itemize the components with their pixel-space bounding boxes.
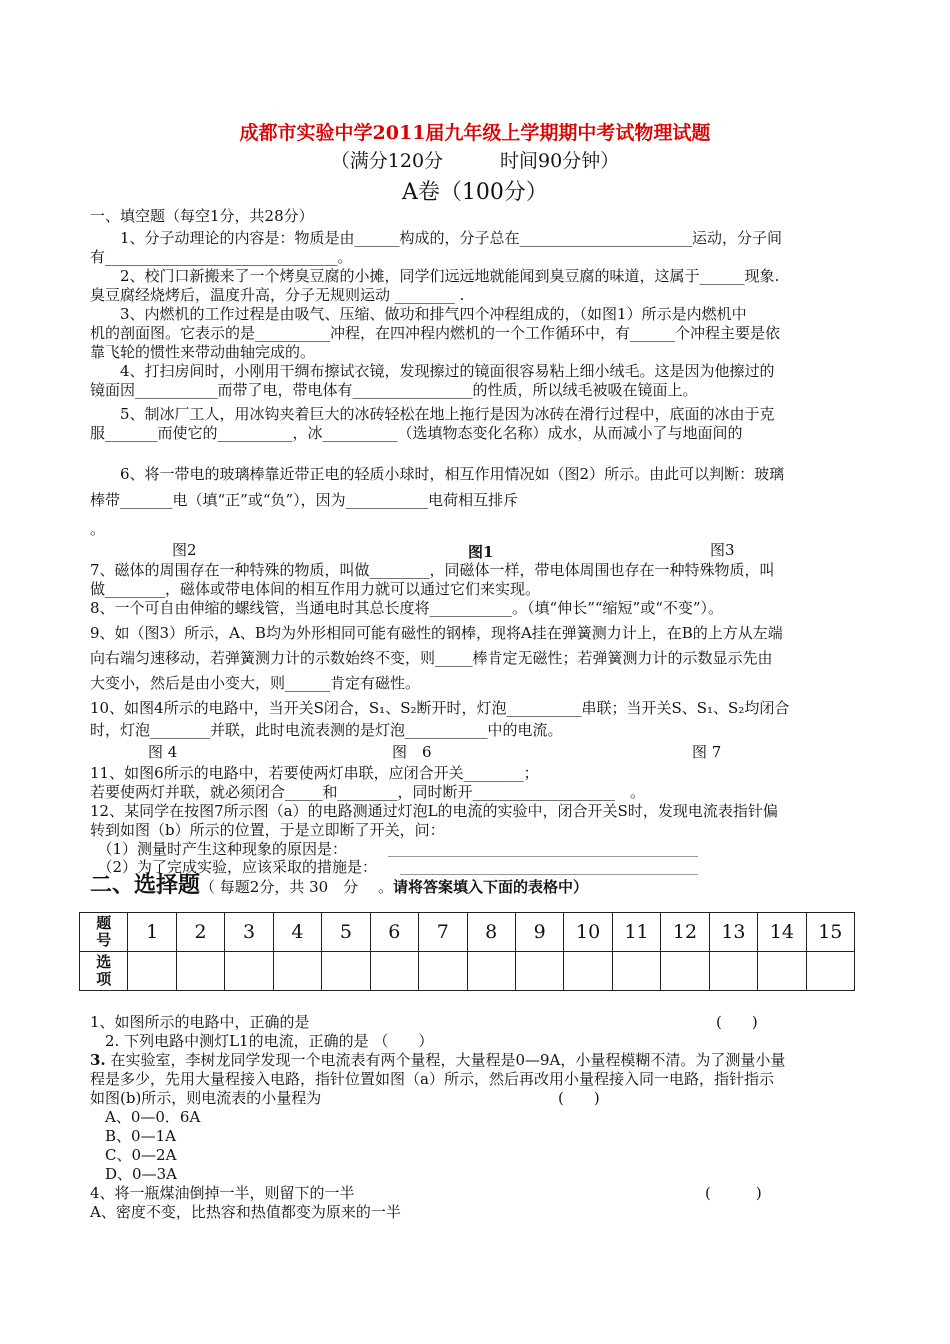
answer-cell[interactable] [758,952,806,991]
q4-line1: 4、打扫房间时，小刚用干绸布擦试衣镜，发现擦过的镜面很容易粘上细小绒毛。这是因为他擦过的 [90,362,775,380]
section2-instruction: 请将答案填入下面的表格中） [392,878,588,896]
mc-q3-number: 3. [90,1051,106,1069]
volume-heading: A卷（100分） [402,180,548,205]
figure-2-label: 图2 [172,541,197,559]
q7-line1: 7、磁体的周围存在一种特殊的物质，叫做________，同磁体一样，带电体周围也存在一种特殊物质，叫 [90,561,775,579]
q3-line3: 靠飞轮的惯性来带动曲轴完成的。 [90,343,316,361]
q5-line2: 服_______而使它的__________，冰__________（选填物态变化名称）成水，从而减小了与地面间的 [90,424,743,442]
figure-1-label: 图1 [468,543,494,561]
answer-table [79,912,855,991]
q12-sub1: （1）测量时产生这种现象的原因是： [90,840,348,858]
table-row [80,952,855,991]
question-number-cell: 4 [273,913,321,952]
exam-title: 成都市实验中学2011届九年级上学期期中考试物理试题 [239,122,711,144]
answer-cell[interactable] [322,952,370,991]
answer-cell[interactable] [612,952,660,991]
mc-q3-text: 在实验室，李树龙同学发现一个电流表有两个量程，大量程是0—9A，小量程模糊不清。为了测量小量 [105,1051,786,1069]
q1-line1: 1、分子动理论的内容是：物质是由______构成的，分子总在_______________________运动，分子间 [90,229,783,247]
q12-line2: 转到如图（b）所示的位置，于是立即断了开关，问： [90,821,445,839]
answer-cell[interactable] [564,952,612,991]
section1-heading: 一、填空题（每空1分，共28分） [90,207,314,225]
question-number-cell: 9 [515,913,563,952]
q6-line2: 棒带_______电（填“正”或“负”），因为___________电荷相互排斥 [90,491,519,509]
question-number-cell: 11 [612,913,660,952]
mc-q3-line2: 程是多少，先用大量程接入电路，指针位置如图（a）所示，然后再改用小量程接入同一电路，指针指示 [90,1070,774,1088]
answer-cell[interactable] [515,952,563,991]
answer-cell[interactable] [128,952,176,991]
answer-cell[interactable] [273,952,321,991]
q2-line1: 2、校门口新搬来了一个烤臭豆腐的小摊，同学们远远地就能闻到臭豆腐的味道，这属于______现象. [90,267,780,285]
mc-q4-paren: ( ) [705,1184,762,1202]
answer-cell[interactable] [225,952,273,991]
table-row [80,913,855,952]
answer-cell[interactable] [661,952,709,991]
q10-line2: 时，灯泡________并联，此时电流表测的是灯泡___________中的电流。 [90,721,563,739]
question-number-cell: 7 [419,913,467,952]
q9-line1: 9、如（图3）所示，A、B均为外形相同可能有磁性的钢棒，现将A挂在弹簧测力计上，在B的上方从左端 [90,624,783,642]
q2-line2: 臭豆腐经烧烤后，温度升高，分子无规则运动 ________ . [90,286,465,304]
q12-line1: 12、某同学在按图7所示图（a）的电路测通过灯泡L的电流的实验中，闭合开关S时，发现电流表指针偏 [90,802,778,820]
answer-cell[interactable] [806,952,854,991]
mc-q3-option-a: A、0—0．6A [90,1108,201,1126]
question-number-cell: 5 [322,913,370,952]
question-number-cell: 13 [709,913,757,952]
q11-line1: 11、如图6所示的电路中，若要使两灯串联，应闭合开关________； [90,764,539,782]
mc-q3-option-b: B、0—1A [90,1127,176,1145]
q1-line2: 有_______________________________。 [90,248,353,266]
q3-line2: 机的剖面图。它表示的是__________冲程，在四冲程内燃机的一个工作循环中，有______个冲程主要是依 [90,324,781,342]
q9-line2: 向右端匀速移动，若弹簧测力计的示数始终不变，则_____棒肯定无磁性；若弹簧测力计的示数显示先由 [90,649,773,667]
mc-q1-paren: ( ) [716,1013,758,1031]
q3-line1: 3、内燃机的工作过程是由吸气、压缩、做功和排气四个冲程组成的，（如图1）所示是内燃机中 [90,305,747,323]
mc-q3-line3: 如图(b)所示，则电流表的小量程为 [90,1089,322,1107]
figure-7-label: 图 7 [692,743,722,761]
mc-q2: 2. 下列电路中测灯L1的电流，正确的是 （ ） [90,1032,434,1050]
question-number-cell: 10 [564,913,612,952]
answer-cell[interactable] [370,952,418,991]
question-number-cell: 1 [128,913,176,952]
q6-line3: 。 [90,520,106,538]
mc-q4: 4、将一瓶煤油倒掉一半，则留下的一半 [90,1184,355,1202]
question-number-cell: 6 [370,913,418,952]
q7-line2: 做________，磁体或带电体间的相互作用力就可以通过它们来实现。 [90,580,541,598]
question-number-cell: 14 [758,913,806,952]
figure-3-label: 图3 [710,541,735,559]
q10-line1: 10、如图4所示的电路中，当开关S闭合，S₁、S₂断开时，灯泡__________串联；当开关S、S₁、S₂均闭合 [90,699,790,717]
q8-line1: 8、一个可自由伸缩的螺线管，当通电时其总长度将___________。（填“伸长”“缩短”或“不变”）。 [90,599,724,617]
figure-6-label: 图 6 [392,743,432,761]
question-number-cell: 3 [225,913,273,952]
mc-q3-option-c: C、0—2A [90,1146,177,1164]
answer-cell[interactable] [419,952,467,991]
mc-q3-paren: ( ) [558,1089,600,1107]
mc-q3-option-d: D、0—3A [90,1165,177,1183]
answer-option-header: 选项 [80,952,128,991]
figure-4-label: 图 4 [148,743,178,761]
question-number-cell: 8 [467,913,515,952]
answer-line [388,856,698,857]
question-number-header: 题号 [80,913,128,952]
question-number-cell: 15 [806,913,854,952]
q5-line1: 5、制冰厂工人，用冰钩夹着巨大的冰砖轻松在地上拖行是因为冰砖在滑行过程中，底面的冰由于克 [90,405,775,423]
answer-cell[interactable] [709,952,757,991]
section2-note: （ 每题2分，共 30 分 。 [200,878,393,896]
question-number-cell: 2 [176,913,224,952]
exam-subtitle: （满分120分 时间90分钟） [330,150,620,172]
question-number-cell: 12 [661,913,709,952]
answer-cell[interactable] [176,952,224,991]
q6-line1: 6、将一带电的玻璃棒靠近带正电的轻质小球时，相互作用情况如（图2）所示。由此可以判断：玻璃 [90,465,785,483]
mc-q4-option-a: A、密度不变，比热容和热值都变为原来的一半 [90,1203,401,1221]
q9-line3: 大变小，然后是由小变大，则______肯定有磁性。 [90,674,421,692]
answer-cell[interactable] [467,952,515,991]
section2-heading [90,872,588,900]
q4-line2: 镜面因___________而带了电，带电体有________________的性质，所以绒毛被吸在镜面上。 [90,381,698,399]
mc-q1: 1、如图所示的电路中，正确的是 [90,1013,310,1031]
mc-q3-line1 [90,1050,785,1070]
section2-title: 二、选择题 [90,872,201,898]
q11-line2: 若要使两灯并联，就必须闭合_____和________，同时断开___________________ 。 [90,783,646,801]
q12-sub2: （2）为了完成实验，应该采取的措施是： [90,858,378,876]
